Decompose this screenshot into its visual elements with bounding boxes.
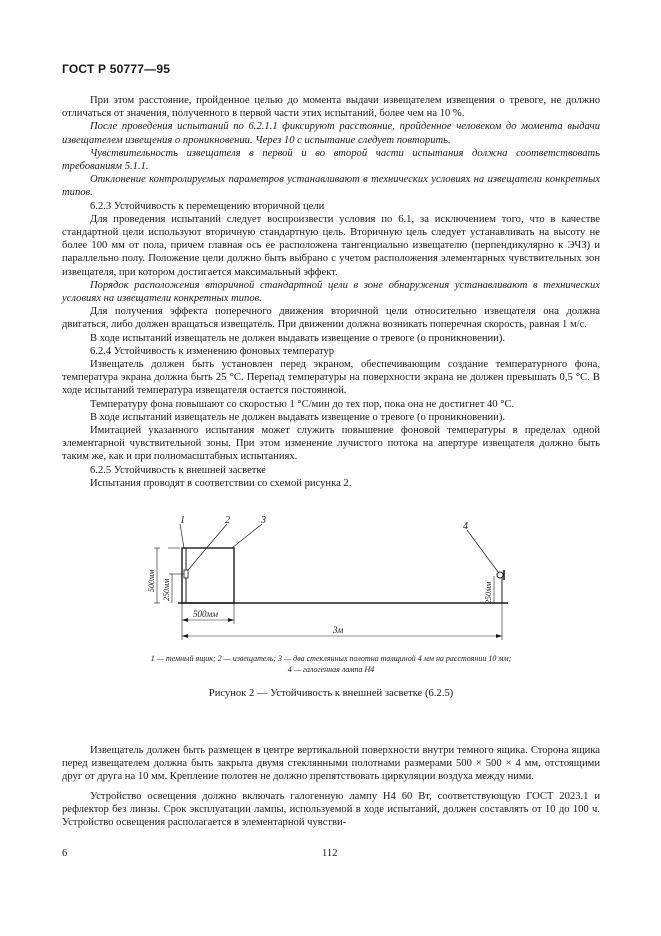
section-heading: 6.2.5 Устойчивость к внешней засветке	[90, 464, 266, 476]
dim-lamp-height: 250мм	[484, 581, 493, 604]
paragraph: Испытания проводят в соответствии со схемой рисунка 2.	[90, 477, 352, 489]
document-header: ГОСТ Р 50777—95	[62, 62, 171, 76]
paragraph: Устройство освещения должно включать галогенную лампу Н4 60 Вт, соответствующую ГОСТ 2023.1 и рефлектор без линзы. Срок эксплуатации лампы, используемой в ходе испытаний, должен составлять от 10 до 100 ч. Устройство освещения располагается в элементарной чувстви-	[62, 790, 600, 829]
label-2: 2	[225, 515, 230, 526]
label-3: 3	[261, 515, 266, 526]
paragraph: Чувствительность извещателя в первой и во второй части испытания должна соответствовать требованиям 5.1.1.	[62, 147, 600, 173]
paragraph: Имитацией указанного испытания может служить повышение фоновой температуры в пределах одной элементарной чувствительной зоны. При этом изменение лучистого потока на апертуре извещателя должно быть таким же, как и при полномасштабных испытаниях.	[62, 425, 600, 463]
legend-line: 1 — темный ящик; 2 — извещатель; 3 — два стеклянных полотна толщиной 4 мм на расстоянии 10 мм;	[150, 654, 512, 663]
lamp-icon	[497, 572, 503, 578]
paragraph: Отклонение контролируемых параметров устанавливают в технических условиях на извещатели конкретных типов.	[62, 174, 600, 199]
paragraph: Порядок расположения вторичной стандартной цели в зоне обнаружения устанавливают в технических условиях на извещатели конкретных типов.	[62, 279, 600, 305]
paragraph: Извещатель должен быть установлен перед экраном, обеспечивающим создание температурного фона, температура экрана должна быть 25 °С. Перепад температуры на поверхности экрана не должен превышать 0,5 °С. В ходе испытаний температура извещателя остается постоянной.	[62, 359, 600, 397]
label-1: 1	[180, 515, 185, 526]
label-4: 4	[463, 521, 468, 532]
figure-legend	[62, 653, 600, 675]
paragraph: Температуру фона повышают со скоростью 1 °С/мин до тех пор, пока она не достигнет 40 °С.	[90, 398, 515, 410]
dark-box	[182, 548, 234, 603]
text-block-lower	[62, 744, 600, 829]
legend-line: 4 — галогенная лампа Н4	[287, 665, 375, 674]
paragraph: После проведения испытаний по 6.2.1.1 фиксируют расстояние, пройденное человеком до момента выдачи извещателем извещения о проникновении. Через 10 с испытание следует повторить.	[62, 121, 600, 146]
page-number: 6	[62, 848, 68, 859]
dim-box-height: 500мм	[147, 569, 156, 592]
dim-distance: 3м	[333, 625, 344, 635]
paragraph: Извещатель должен быть размещен в центре вертикальной поверхности внутри темного ящика. Сторона ящика перед извещателем должна быть закрыта двумя стеклянными полотнами размерами 500 × 500 × 4 мм, отстоящими друг от друга на 10 мм. Крепление полотен не должно препятствовать циркуляции воздуха между ними.	[62, 745, 600, 783]
text-block-upper	[62, 94, 600, 490]
dim-sensor-height: 250мм	[162, 578, 171, 601]
figure-diagram	[130, 512, 530, 652]
paragraph: В ходе испытаний извещатель не должен выдавать извещение о тревоге (о проникновении).	[90, 411, 506, 423]
figure-title: Рисунок 2 — Устойчивость к внешней засветке (6.2.5)	[208, 688, 454, 699]
page-number-center: 112	[322, 848, 338, 859]
section-heading: 6.2.3 Устойчивость к перемещению вторичной цели	[90, 200, 325, 212]
paragraph: В ходе испытаний извещатель не должен выдавать извещение о тревоге (о проникновении).	[90, 332, 506, 344]
paragraph: Для получения эффекта поперечного движения вторичной цели относительно извещателя она должна двигаться, либо должен вращаться извещатель. При движении должна возникать поперечная скорость, равная 1 м/с.	[62, 306, 600, 331]
section-heading: 6.2.4 Устойчивость к изменению фоновых температур	[90, 345, 335, 357]
paragraph: Для проведения испытаний следует воспроизвести условия по 6.1, за исключением того, что в качестве стандартной цели используют вторичную стандартную цель. Вторичную цель следует устанавливать на высоту не более 100 мм от пола, причем главная ось ее расположена тангенциально извещателю (перпендикулярно к ЭЧЗ) и параллельно полу. Положение цели должно быть выбрано с учетом расположения элементарных чувствительных зон извещателя, при котором достигается максимальный эффект.	[62, 213, 600, 278]
paragraph: При этом расстояние, пройденное целью до момента выдачи извещателем извещения о тревоге, не должно отличаться от значения, полученного в первой части этих испытаний, более чем на 10 %.	[62, 95, 600, 120]
dim-box-width: 500мм	[193, 609, 218, 619]
sensor	[184, 570, 188, 578]
